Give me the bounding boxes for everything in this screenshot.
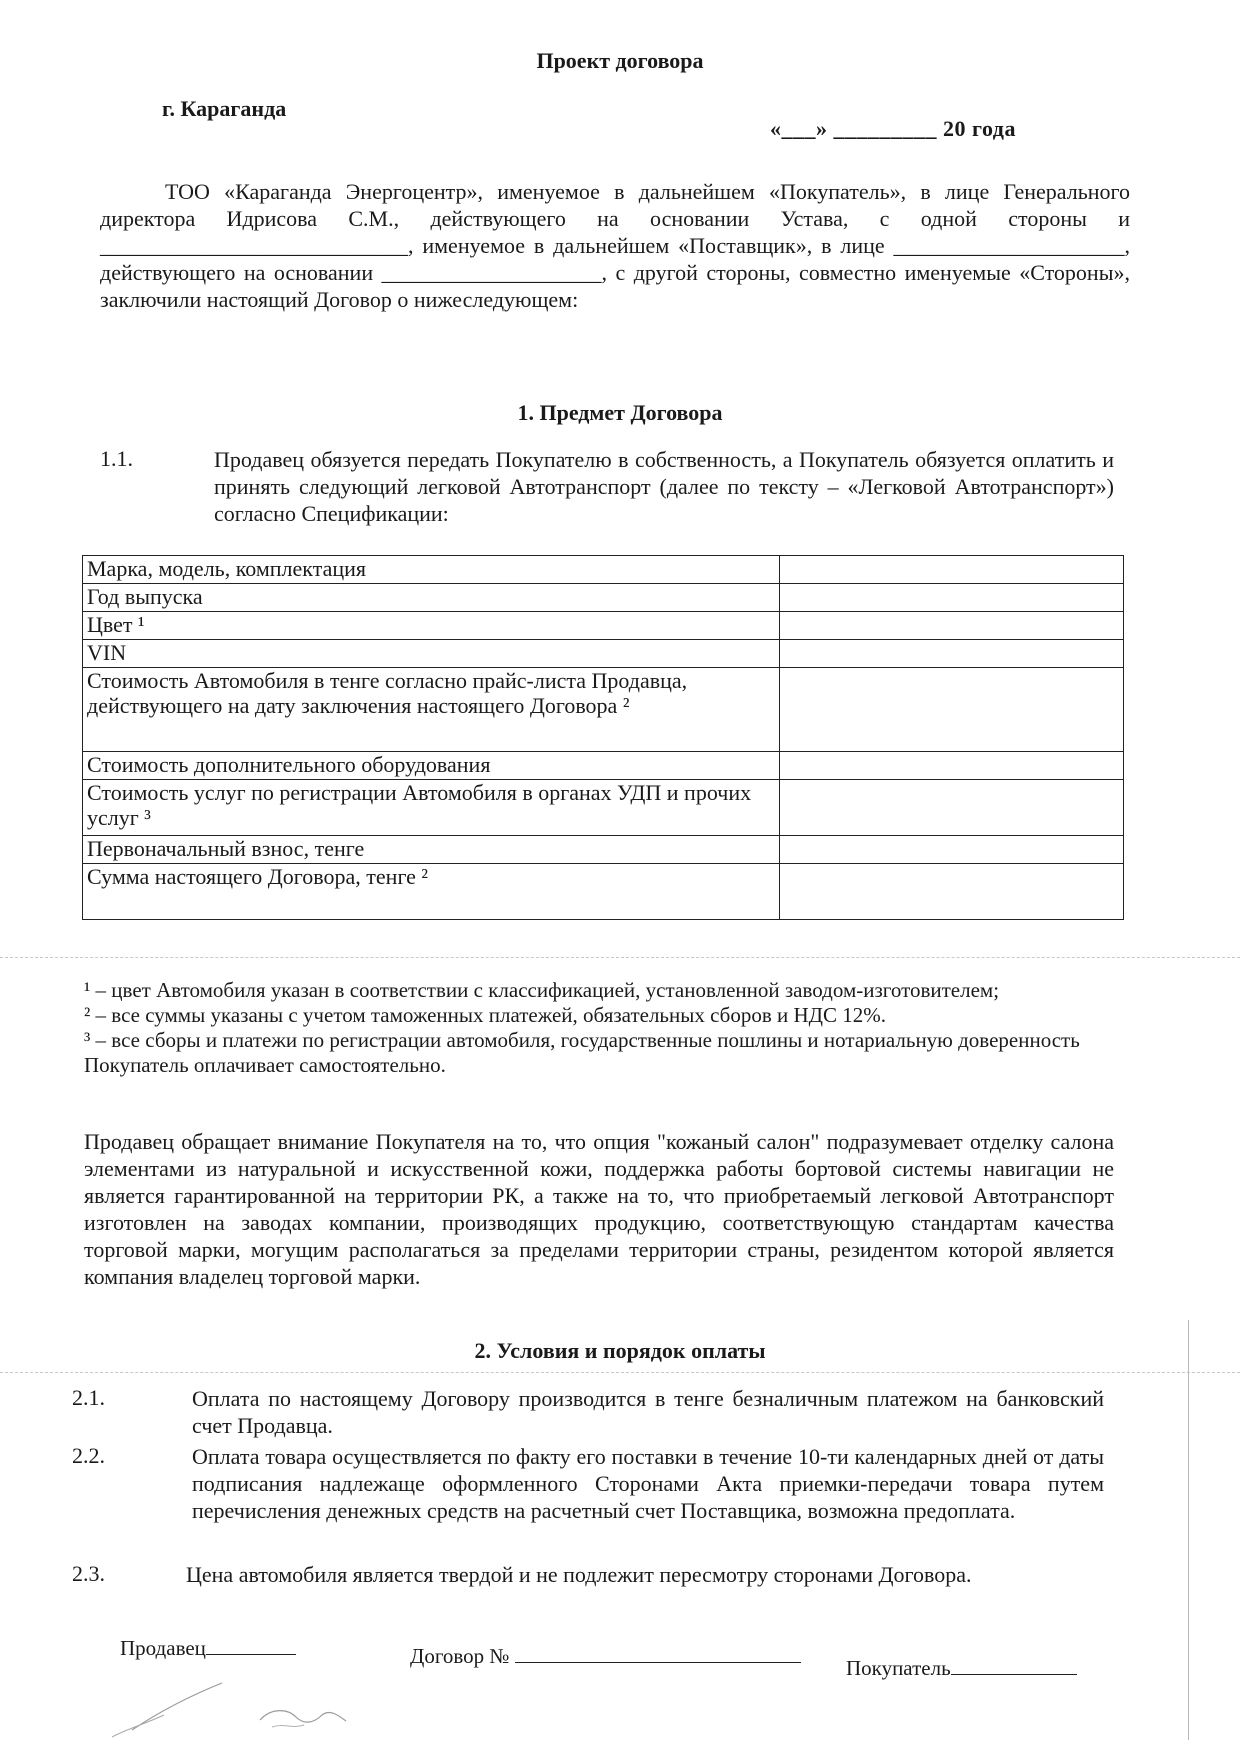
buyer-label: Покупатель [846,1656,951,1680]
footnote: ² – все суммы указаны с учетом таможенных платежей, обязательных сборов и НДС 12%. [84,1003,886,1027]
specification-table [82,555,1124,920]
spec-value [780,836,1124,864]
spec-row [83,836,1124,864]
preamble-paragraph: ТОО «Караганда Энергоцентр», именуемое в дальнейшем «Покупатель», в лице Генерального директора Идрисова С.М., действующего на основании Устава, с одной стороны и ____________________________, именуемое в дальнейшем «Поставщик», в лице _____________________, действующего на основании ____________________, с другой стороны, совместно именуемые «Стороны», заключили настоящий Договор о нижеследующем: [100,179,1130,312]
section-1-heading: 1. Предмет Договора [517,400,723,425]
spec-value [780,584,1124,612]
spec-value [780,752,1124,780]
seller-signature [120,1636,296,1661]
spec-value [780,668,1124,752]
clause-text: Оплата товара осуществляется по факту его поставки в течение 10-ти календарных дней от даты подписания надлежаще оформленного Сторонами Акта приемки-передачи товара путем перечисления денежных средств на расчетный счет Поставщика, возможна предоплата. [192,1444,1104,1523]
spec-row [83,584,1124,612]
spec-value [780,556,1124,584]
clause-text: Цена автомобиля является твердой и не подлежит пересмотру сторонами Договора. [186,1562,972,1587]
contract-number-line [515,1662,801,1663]
spec-label: Год выпуска [83,584,780,612]
spec-value [780,640,1124,668]
spec-row [83,612,1124,640]
city: г. Караганда [162,96,287,121]
spec-row [83,752,1124,780]
footnote: ¹ – цвет Автомобиля указан в соответствии с классификацией, установленной заводом-изготовителем; [84,978,1000,1002]
spec-label: Стоимость Автомобиля в тенге согласно прайс-листа Продавца, действующего на дату заключения настоящего Договора ² [83,668,780,752]
spec-label: Первоначальный взнос, тенге [83,836,780,864]
buyer-signature [846,1656,1077,1681]
spec-label: Стоимость услуг по регистрации Автомобиля в органах УДП и прочих услуг ³ [83,780,780,836]
seller-label: Продавец [120,1636,206,1660]
buyer-signature-line [951,1674,1077,1675]
spec-label: VIN [83,640,780,668]
clause-text: Продавец обязуется передать Покупателю в собственность, а Покупатель обязуется оплатить и принять следующий легковой Автотранспорт (далее по тексту – «Легковой Автотранспорт») согласно Спецификации: [214,447,1114,526]
spec-row [83,668,1124,752]
scan-artifact-edge [1188,1320,1189,1740]
spec-value [780,780,1124,836]
clause-number: 2.3. [72,1561,105,1586]
spec-label: Стоимость дополнительного оборудования [83,752,780,780]
clause-number: 2.2. [72,1443,105,1468]
spec-value [780,864,1124,920]
notice-paragraph: Продавец обращает внимание Покупателя на то, что опция "кожаный салон" подразумевает отделку салона элементами из натуральной и искусственной кожи, поддержка работы бортовой системы навигации не является гарантированной на территории РК, а также на то, что приобретаемый легковой Автотранспорт изготовлен на заводах компании, производящих продукцию, соответствующую стандартам качества торговой марки, могущим располагаться за пределами территории страны, резидентом которой является компания владелец торговой марки. [84,1129,1114,1289]
spec-value [780,612,1124,640]
clause-text: Оплата по настоящему Договору производится в тенге безналичным платежом на банковский счет Продавца. [192,1386,1104,1438]
clause-number: 2.1. [72,1385,105,1410]
scan-artifact-line [0,1372,1240,1373]
contract-number-label: Договор № [410,1644,510,1668]
footnotes [84,978,1126,1078]
spec-row [83,556,1124,584]
spec-label: Сумма настоящего Договора, тенге ² [83,864,780,920]
spec-label: Цвет ¹ [83,612,780,640]
seller-signature-line [206,1654,296,1655]
spec-row [83,780,1124,836]
date-line: «___» _________ 20 года [770,116,1016,141]
scan-artifact-line [0,957,1240,958]
spec-row [83,640,1124,668]
handwritten-signature [92,1665,392,1745]
spec-label: Марка, модель, комплектация [83,556,780,584]
preamble [100,178,1130,313]
contract-number [410,1644,801,1669]
document-title: Проект договора [536,48,704,73]
spec-row [83,864,1124,920]
clause-number: 1.1. [100,446,133,471]
section-2-heading: 2. Условия и порядок оплаты [474,1338,766,1363]
footnote: ³ – все сборы и платежи по регистрации автомобиля, государственные пошлины и нотариальную доверенность Покупатель оплачивает самостоятельно. [84,1028,1080,1077]
